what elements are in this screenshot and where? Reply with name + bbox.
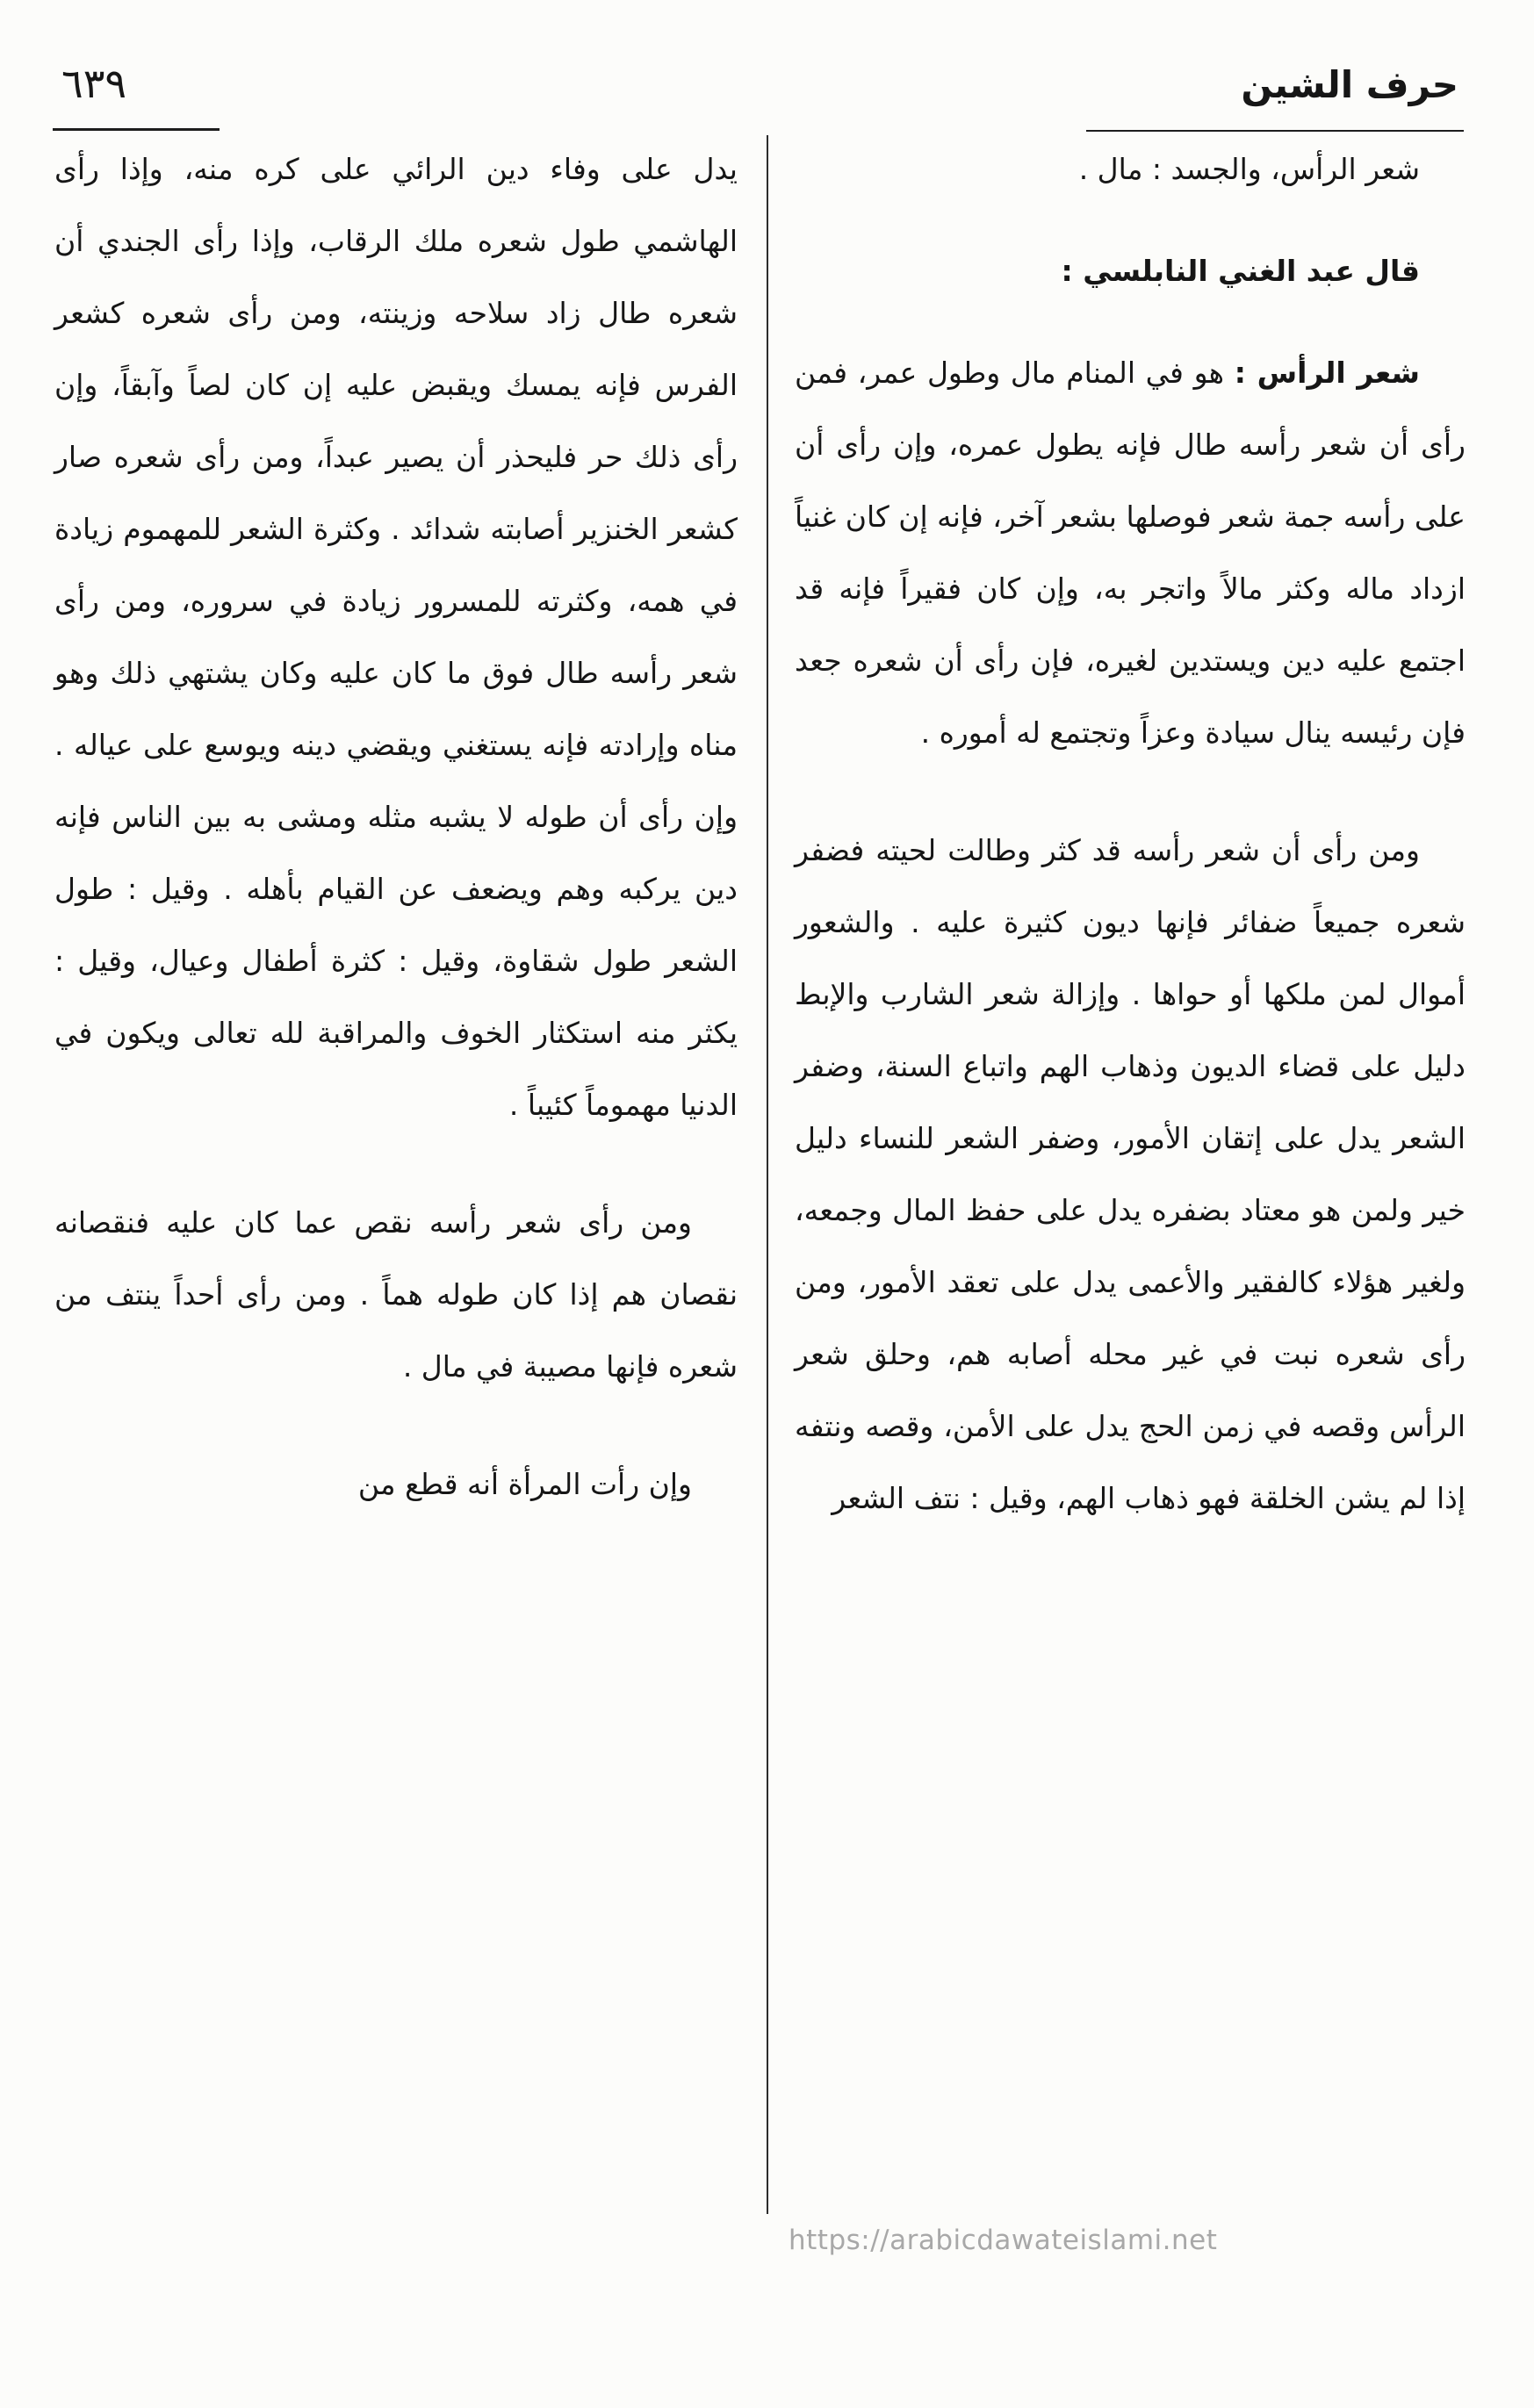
page-header: [54, 60, 1466, 107]
header-rule-right: [1086, 130, 1464, 132]
paragraph-text: هو في المنام مال وطول عمر، فمن رأى أن شعر رأسه طال فإنه يطول عمره، وإن رأى أن على رأسه جمة شعر فوصلها بشعر آخر، فإنه إن كان غنياً ازداد ماله وكثر مالاً واتجر به، وإن كان فقيراً فإنه قد اجتمع عليه دين ويستدين لغيره، فإن رأى أن شعره جعد فإن رئيسه ينال سيادة وعزاً وتجتمع له أموره .: [795, 356, 1466, 750]
paragraph: [795, 337, 1466, 769]
paragraph-author-heading: [795, 235, 1466, 307]
paragraph: [54, 1448, 738, 1520]
paragraph-text: وإن رأت المرأة أنه قطع من: [357, 1467, 692, 1501]
paragraph: [795, 133, 1466, 205]
left-column: [54, 133, 738, 1535]
paragraph-text: يدل على وفاء دين الرائي على كره منه، وإذا رأى الهاشمي طول شعره ملك الرقاب، وإذا رأى الجندي أن شعره طال زاد سلاحه وزينته، ومن رأى شعره كشعر الفرس فإنه يمسك ويقبض عليه إن كان لصاً وآبقاً، وإن رأى ذلك حر فليحذر أن يصير عبداً، ومن رأى شعره صار كشعر الخنزير أصابته شدائد . وكثرة الشعر للمهموم زيادة في همه، وكثرته للمسرور زيادة في سروره، ومن رأى شعر رأسه طال فوق ما كان عليه وكان يشتهي ذلك وهو مناه وإرادته فإنه يستغني ويقضي دينه ويوسع على عياله . وإن رأى أن طوله لا يشبه مثله ومشى به بين الناس فإنه دين يركبه وهم ويضعف عن القيام بأهله . وقيل : طول الشعر طول شقاوة، وقيل : كثرة أطفال وعيال، وقيل : يكثر منه استكثار الخوف والمراقبة لله تعالى ويكون في الدنيا مهموماً كئيباً .: [54, 152, 738, 1122]
chapter-title: حرف الشين: [1241, 63, 1458, 106]
paragraph-lead: شعر الرأس :: [1234, 356, 1420, 390]
right-column: [795, 133, 1466, 1535]
watermark-url: https://arabicdawateislami.net: [789, 2225, 1218, 2256]
paragraph: [795, 815, 1466, 1535]
column-divider: [767, 135, 768, 2214]
page-number: ٦٣٩: [61, 60, 127, 107]
paragraph-text: ومن رأى شعر رأسه نقص عما كان عليه فنقصانه نقصان هم إذا كان طوله هماً . ومن رأى أحداً ينتف من شعره فإنها مصيبة في مال .: [54, 1205, 738, 1384]
header-rule-left: [53, 128, 220, 131]
paragraph-lead: قال عبد الغني النابلسي :: [1061, 254, 1420, 288]
paragraph: [54, 133, 738, 1141]
paragraph-text: ومن رأى أن شعر رأسه قد كثر وطالت لحيته فضفر شعره جميعاً ضفائر فإنها ديون كثيرة عليه . والشعور أموال لمن ملكها أو حواها . وإزالة شعر الشارب والإبط دليل على قضاء الديون وذهاب الهم واتباع السنة، وضفر الشعر يدل على إتقان الأمور، وضفر الشعر للنساء دليل خير ولمن هو معتاد بضفره يدل على حفظ المال وجمعه، ولغير هؤلاء كالفقير والأعمى يدل على تعقد الأمور، ومن رأى شعره نبت في غير محله أصابه هم، وحلق شعر الرأس وقصه في زمن الحج يدل على الأمن، وقصه ونتفه إذا لم يشن الخلقة فهو ذهاب الهم، وقيل : نتف الشعر: [795, 833, 1466, 1515]
paragraph-text: شعر الرأس، والجسد : مال .: [1078, 152, 1420, 186]
text-columns: [54, 133, 1466, 1535]
paragraph: [54, 1187, 738, 1403]
